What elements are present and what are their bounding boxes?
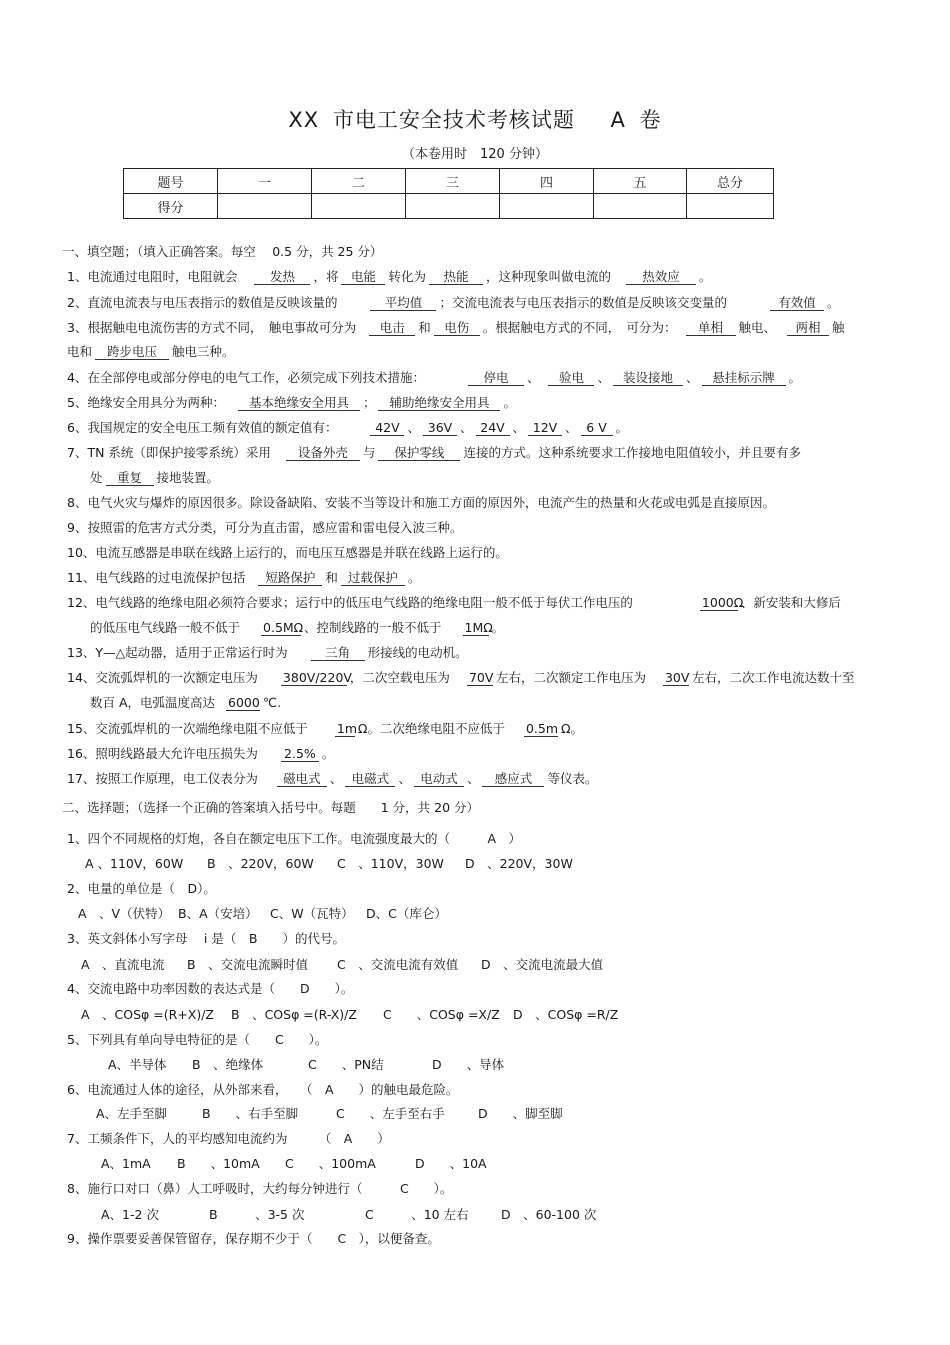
answer-blank: 装设接地 [613,370,683,386]
answer-blank: 0.5MΩ [263,620,304,635]
answer-blank: 过载保护 [341,570,405,586]
q-text: 、 [407,420,420,435]
q-text: 连接的方式。这种系统要求工作接地电阻值较小，并且要有多 [463,445,801,460]
choice-option: D 、10A [415,1156,487,1171]
answer-blank: 0.5m [525,721,559,736]
exam-duration: （本卷用时 120 分钟） [402,147,548,162]
score-table-header-row [124,169,774,194]
s2-q3-options [81,956,603,974]
s2-q6-stem: 6、电流通过人体的途径，从外部来看， （ A ）的触电最危险。 [67,1082,459,1097]
s2-q8-options [101,1206,596,1224]
q-text: 、 [329,771,343,786]
choice-option: A 、110V，60W [85,856,184,871]
q-text: 1、电流通过电阻时，电阻就会 [67,269,238,284]
q-text: 转化为 [388,269,426,284]
s1-q5 [67,394,516,412]
choice-option: A 、COSφ =(R+X)/Z [81,1007,214,1022]
q-text: 电和 [67,344,93,359]
s2-q6-options [96,1105,563,1123]
answer-blank: 42V [370,420,404,436]
answer-blank: 36V [423,420,457,436]
s2-q5-stem: 5、下列具有单向导电特征的是（ C ）。 [67,1032,328,1047]
score-cell[interactable] [500,194,594,219]
q-text: 、 [459,420,473,435]
choice-option: A 、直流电流 [81,957,165,972]
q-text: 15、交流弧焊机的一次端绝缘电阻不应低于 [67,721,308,736]
choice-option: C 、10 左右 [365,1207,469,1222]
answer-blank: 电能 [341,269,385,285]
answer-blank: 平均值 [370,295,436,311]
choice-option: D 、脚至脚 [478,1106,563,1121]
q-text: 。 [615,420,629,435]
choice-option: D 、COSφ =R/Z [513,1007,619,1022]
q-text: 、 [565,420,578,435]
answer-blank: 1000Ω [701,595,744,610]
answer-blank: 磁电式 [277,771,327,787]
s1-q15 [67,720,583,738]
q-text: 和 [418,320,431,335]
s1-q16 [67,745,334,763]
q-text: 触电三种。 [172,344,235,359]
q-text: 3、根据触电电流伤害的方式不同， 触电事故可分为 [67,320,357,335]
answer-blank: 设备外壳 [286,445,360,461]
q-text: 12、电气线路的绝缘电阻必须符合要求；运行中的低压电气线路的绝缘电阻一般不低于每伏工作电压的 [67,595,633,610]
s1-q9: 9、按照雷的危害方式分类，可分为直击雷，感应雷和雷电侵入波三种。 [67,520,463,535]
s1-q10: 10、电流互感器是串联在线路上运行的，而电压互感器是并联在线路上运行的。 [67,545,508,560]
q-text: 触 [832,320,845,335]
choice-option: D 、60-100 次 [501,1207,597,1222]
s2-q4-stem: 4、交流电路中功率因数的表达式是（ D ）。 [67,981,354,996]
score-cell[interactable] [406,194,500,219]
choice-option: C 、110V，30W [337,856,444,871]
choice-option: C 、100mA [285,1156,376,1171]
answer-blank: 验电 [548,370,594,386]
choice-option: C 、左手至右手 [336,1106,445,1121]
q-text: 数百 A，电弧温度高达 [90,695,216,710]
q-text: 。 [491,620,505,635]
q-text: 5、绝缘安全用具分为两种： [67,395,225,410]
s2-q1-options [85,855,573,873]
s1-q12 [67,594,841,612]
answer-blank: 两相 [787,320,829,336]
score-cell[interactable] [218,194,312,219]
s1-q17 [67,770,597,788]
s1-q13 [67,644,468,662]
q-text: 和 [325,570,338,585]
q-text: ，二次空载电压为 [349,670,450,685]
q-text: 13、Y—△起动器，适用于正常运行时为 [67,645,288,660]
s1-q7-cont [90,469,219,487]
choice-option: C 、PN结 [308,1057,384,1072]
q-text: 6、我国规定的安全电压工频有效值的额定值有： [67,420,338,435]
score-header-cell: 题号 [124,169,218,194]
s2-q1-stem: 1、四个不同规格的灯炮，各自在额定电压下工作。电流强度最大的（ A ） [67,831,522,846]
q-text: 、 [526,370,540,385]
q-text: 7、TN 系统（即保护接零系统）采用 [67,445,271,460]
q-text: 接地装置。 [156,470,220,485]
answer-blank: 感应式 [482,771,544,787]
choice-option: B 、3-5 次 [209,1207,305,1222]
q-text: ℃. [263,695,282,710]
s2-q2-options [78,905,447,923]
section2-heading: 二、选择题；（选择一个正确的答案填入括号中。每题 1 分，共 20 分） [62,800,480,815]
answer-blank: 1m [336,721,358,736]
score-header-cell: 三 [406,169,500,194]
choice-option: A、1-2 次 [101,1207,159,1222]
score-cell[interactable] [687,194,774,219]
choice-option: C 、COSφ =X/Z [383,1007,500,1022]
q-text: Ω。 [560,721,584,736]
q-text: 形接线的电动机。 [367,645,468,660]
s1-q4 [67,369,801,387]
answer-blank: 电伤 [434,320,480,336]
s1-q3 [67,319,845,337]
choice-option: B 、交流电流瞬时值 [187,957,309,972]
q-text: 、 [597,370,610,385]
q-text: 左右，二次工作电流达数十至 [691,670,855,685]
score-header-cell: 四 [500,169,594,194]
s1-q7 [67,444,801,462]
q-text: 的低压电气线路一般不低于 [90,620,241,635]
choice-option: B 、220V，60W [207,856,314,871]
score-table-score-row [124,194,774,219]
choice-option: A、左手至脚 [96,1106,168,1121]
q-text: 、 [512,420,526,435]
score-header-cell: 五 [594,169,687,194]
q-text: 16、照明线路最大允许电压损失为 [67,746,258,761]
q-text: 、控制线路的一般不低于 [304,620,442,635]
s1-q14 [67,669,854,687]
answer-blank: 辅助绝缘安全用具 [378,395,500,411]
q-text: ，这种现象叫做电流的 [486,269,612,284]
q-text: 、 [466,771,480,786]
answer-blank: 热能 [429,269,483,285]
answer-blank: 6 V [581,420,613,436]
section1-heading: 一、填空题；（填入正确答案。每空 0.5 分，共 25 分） [62,244,383,259]
choice-option: D 、220V，30W [465,856,573,871]
choice-option: B 、右手至脚 [202,1106,299,1121]
answer-blank: 24V [476,420,510,436]
q-text: 14、交流弧焊机的一次额定电压为 [67,670,258,685]
answer-blank: 有效值 [770,295,824,311]
score-cell[interactable] [594,194,687,219]
choice-option: C 、交流电流有效值 [337,957,459,972]
answer-blank: 重复 [106,470,154,486]
q-text: 。 [699,269,712,284]
answer-blank: 停电 [468,370,524,386]
q-text: 。根据触电方式的不同， 可分为： [482,320,677,335]
answer-blank: 电动式 [414,771,464,787]
score-header-cell: 总分 [687,169,774,194]
choice-option: B 、10mA [177,1156,260,1171]
q-text: 。 [321,746,335,761]
choice-option: B 、绝缘体 [192,1057,264,1072]
choice-option: B 、COSφ =(R-X)/Z [231,1007,357,1022]
q-text: 17、按照工作原理，电工仪表分为 [67,771,258,786]
q-text: ；交流电流表与电压表指示的数值是反映该交变量的 [439,295,727,310]
q-text: ； [362,395,376,410]
answer-blank: 1MΩ [464,620,493,635]
choice-option: D 、导体 [432,1057,505,1072]
q-text: 、新安装和大修后 [740,595,841,610]
answer-blank: 70V [468,670,494,685]
answer-blank: 2.5% [281,746,319,762]
answer-blank: 6000 [228,695,260,710]
exam-title: XX 市电工安全技术考核试题 A 卷 [288,108,662,132]
answer-blank: 基本绝缘安全用具 [238,395,360,411]
answer-blank: 单相 [686,320,736,336]
answer-blank: 三角 [311,645,365,661]
answer-blank: 380V/220V [282,670,352,685]
q-text: 11、电气线路的过电流保护包括 [67,570,246,585]
score-row-label: 得分 [124,194,218,219]
choice-option: A 、V（伏特） [78,906,171,921]
s1-q1 [67,268,712,286]
score-header-cell: 二 [312,169,406,194]
q-text: 、 [686,370,699,385]
q-text: 触电、 [738,320,777,335]
answer-blank: 发热 [254,269,310,285]
q-text: ，将 [313,269,339,284]
s1-q8: 8、电气火灾与爆炸的原因很多。除设备缺陷、安装不当等设计和施工方面的原因外，电流产生的热量和火花或电弧是直接原因。 [67,495,775,510]
s2-q8-stem: 8、施行口对口（鼻）人工呼吸时，大约每分钟进行（ C ）。 [67,1181,453,1196]
q-text: Ω。二次绝缘电阻不应低于 [357,721,505,736]
s1-q11 [67,569,420,587]
choice-option: D 、交流电流最大值 [481,957,604,972]
q-text: 。 [826,295,840,310]
score-cell[interactable] [312,194,406,219]
s2-q2-stem: 2、电量的单位是（ D）。 [67,881,216,896]
q-text: 2、直流电流表与电压表指示的数值是反映该量的 [67,295,338,310]
choice-option: B、A（安培） [178,906,258,921]
answer-blank: 保护零线 [378,445,460,461]
s2-q5-options [108,1056,504,1074]
q-text: 4、在全部停电或部分停电的电气工作，必须完成下列技术措施： [67,370,425,385]
s1-q6 [67,419,628,437]
answer-blank: 电磁式 [345,771,395,787]
score-header-cell: 一 [218,169,312,194]
answer-blank: 跨步电压 [95,344,169,360]
q-text: 。 [407,570,421,585]
choice-option: D、C（库仑） [366,906,447,921]
q-text: 。 [788,370,802,385]
s2-q9-stem: 9、操作票要妥善保管留存，保存期不少于（ C ），以便备查。 [67,1231,440,1246]
s2-q4-options [81,1006,618,1024]
q-text: 、 [398,771,411,786]
answer-blank: 12V [528,420,562,436]
q-text: 。 [503,395,516,410]
s1-q12-cont [90,619,504,637]
q-text: 等仪表。 [547,771,598,786]
q-text: 左右，二次额定工作电压为 [495,670,646,685]
answer-blank: 电击 [369,320,415,336]
choice-option: A、半导体 [108,1057,167,1072]
s1-q2 [67,294,840,312]
s2-q7-stem: 7、工频条件下，人的平均感知电流约为 （ A ） [67,1131,390,1146]
score-table [123,168,774,219]
answer-blank: 悬挂标示牌 [702,370,786,386]
answer-blank: 30V [664,670,690,685]
s2-q7-options [101,1155,487,1173]
s2-q3-stem: 3、英文斜体小写字母 i 是（ B ）的代号。 [67,931,345,946]
q-text: 处 [90,470,103,485]
q-text: 与 [362,445,376,460]
s1-q14-cont [90,694,281,712]
answer-blank: 热效应 [626,269,696,285]
choice-option: C、W（瓦特） [270,906,354,921]
s1-q3-cont [67,343,235,361]
answer-blank: 短路保护 [258,570,322,586]
choice-option: A、1mA [101,1156,151,1171]
